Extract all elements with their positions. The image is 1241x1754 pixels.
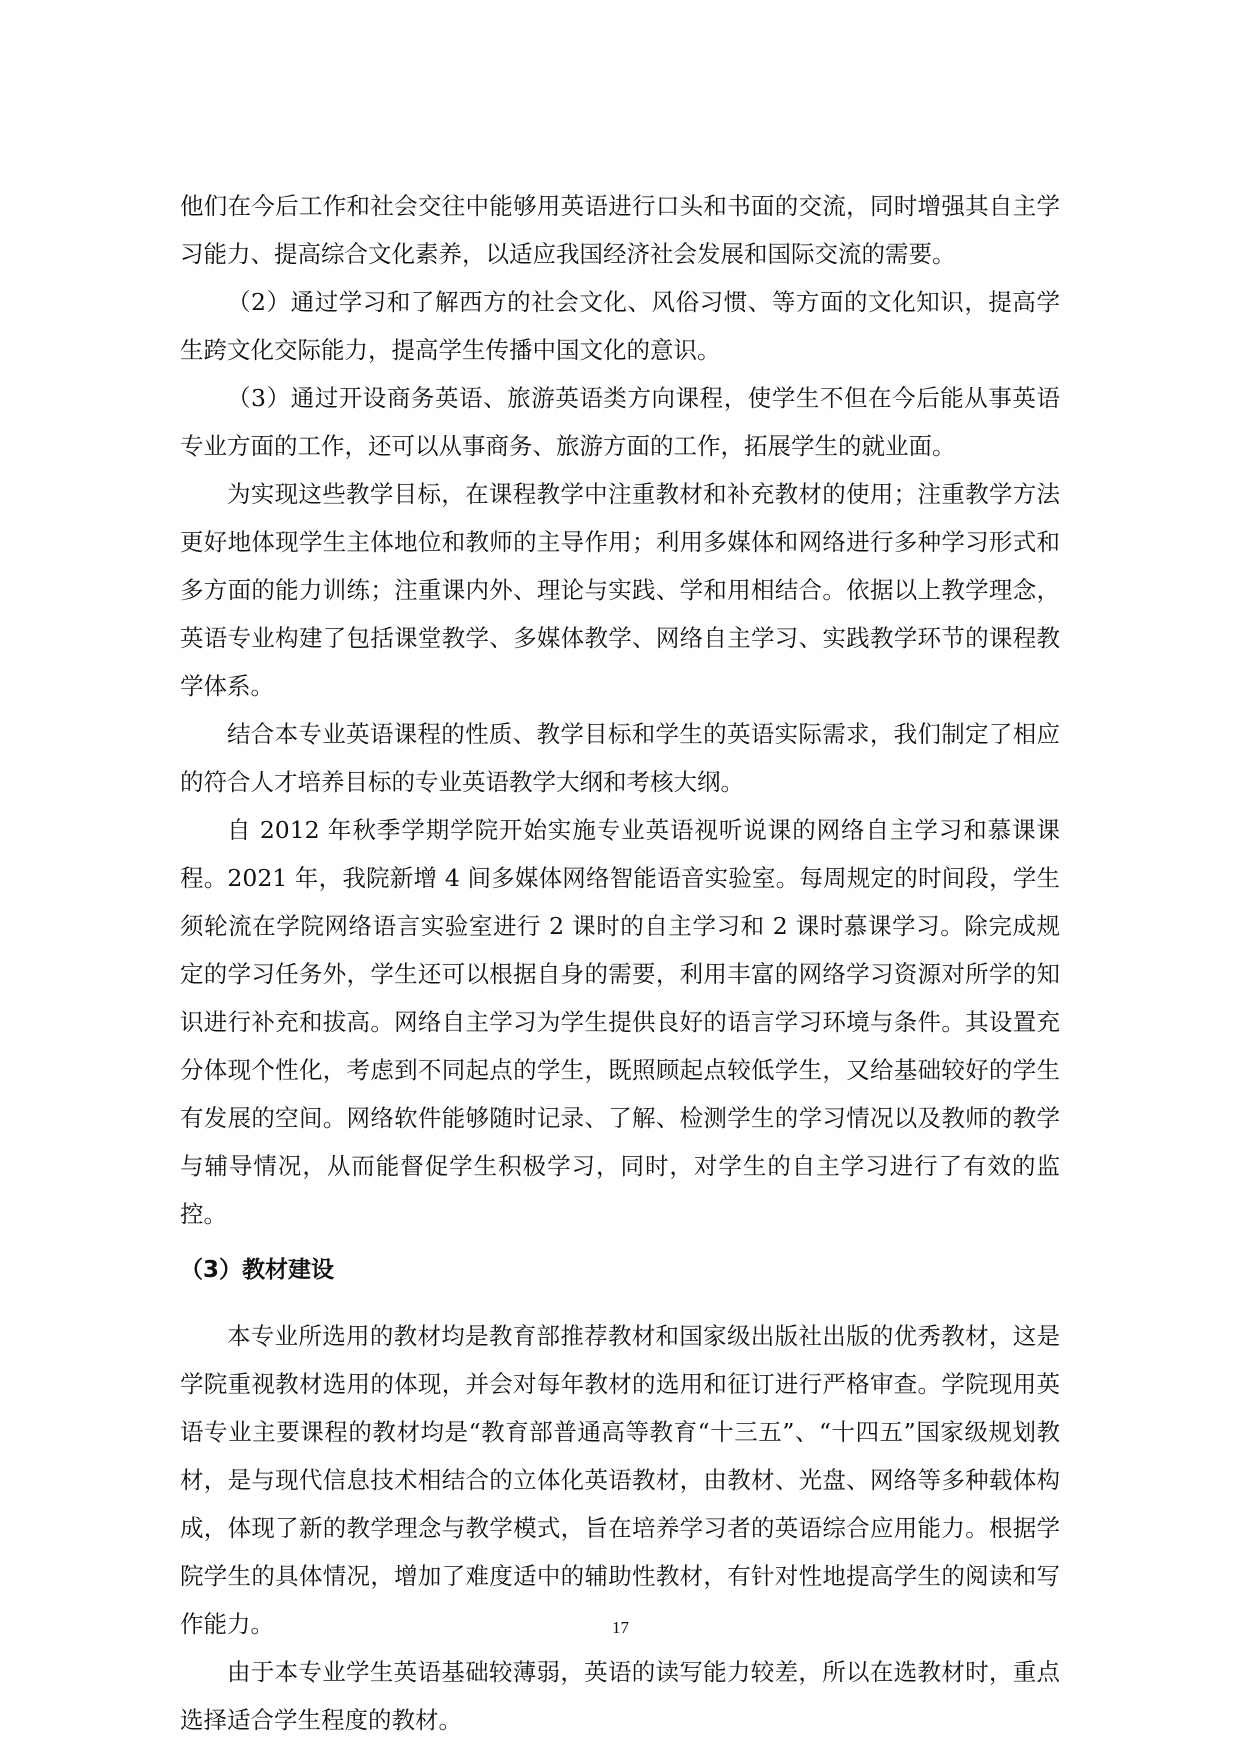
paragraph: 他们在今后工作和社会交往中能够用英语进行口头和书面的交流，同时增强其自主学习能力、提高综合文化素养，以适应我国经济社会发展和国际交流的需要。 bbox=[180, 192, 1060, 268]
paragraph: 本专业所选用的教材均是教育部推荐教材和国家级出版社出版的优秀教材，这是学院重视教材选用的体现，并会对每年教材的选用和征订进行严格审查。学院现用英语专业主要课程的教材均是“教育部普通高等教育“十三五”、“十四五”国家级规划教材，是与现代信息技术相结合的立体化英语教材，由教材、光盘、网络等多种载体构成，体现了新的教学理念与教学模式，旨在培养学习者的英语综合应用能力。根据学院学生的具体情况，增加了难度适中的辅助性教材，有针对性地提高学生的阅读和写作能力。 bbox=[180, 1322, 1060, 1638]
paragraph: （2）通过学习和了解西方的社会文化、风俗习惯、等方面的文化知识，提高学生跨文化交际能力，提高学生传播中国文化的意识。 bbox=[180, 288, 1060, 364]
paragraph: （3）通过开设商务英语、旅游英语类方向课程，使学生不但在今后能从事英语专业方面的工作，还可以从事商务、旅游方面的工作，拓展学生的就业面。 bbox=[180, 384, 1060, 460]
paragraph: 为实现这些教学目标，在课程教学中注重教材和补充教材的使用；注重教学方法更好地体现学生主体地位和教师的主导作用；利用多媒体和网络进行多种学习形式和多方面的能力训练；注重课内外、理论与实践、学和用相结合。依据以上教学理念，英语专业构建了包括课堂教学、多媒体教学、网络自主学习、实践教学环节的课程教学体系。 bbox=[180, 480, 1060, 700]
page-number: 17 bbox=[612, 1618, 629, 1637]
paragraph: 由于本专业学生英语基础较薄弱，英语的读写能力较差，所以在选教材时，重点选择适合学生程度的教材。 bbox=[180, 1658, 1060, 1734]
paragraph: 自 2012 年秋季学期学院开始实施专业英语视听说课的网络自主学习和慕课课程。2021 年，我院新增 4 间多媒体网络智能语音实验室。每周规定的时间段，学生须轮流在学院网络语言实验室进行 2 课时的自主学习和 2 课时慕课学习。除完成规定的学习任务外，学生还可以根据自身的需要，利用丰富的网络学习资源对所学的知识进行补充和拔高。网络自主学习为学生提供良好的语言学习环境与条件。其设置充分体现个性化，考虑到不同起点的学生，既照顾起点较低学生，又给基础较好的学生有发展的空间。网络软件能够随时记录、了解、检测学生的学习情况以及教师的教学与辅导情况，从而能督促学生积极学习，同时，对学生的自主学习进行了有效的监控。 bbox=[180, 816, 1060, 1228]
body-text bbox=[180, 182, 1060, 1744]
section-heading: （3）教材建设 bbox=[180, 1257, 335, 1283]
paragraph: 结合本专业英语课程的性质、教学目标和学生的英语实际需求，我们制定了相应的符合人才培养目标的专业英语教学大纲和考核大纲。 bbox=[180, 720, 1060, 796]
